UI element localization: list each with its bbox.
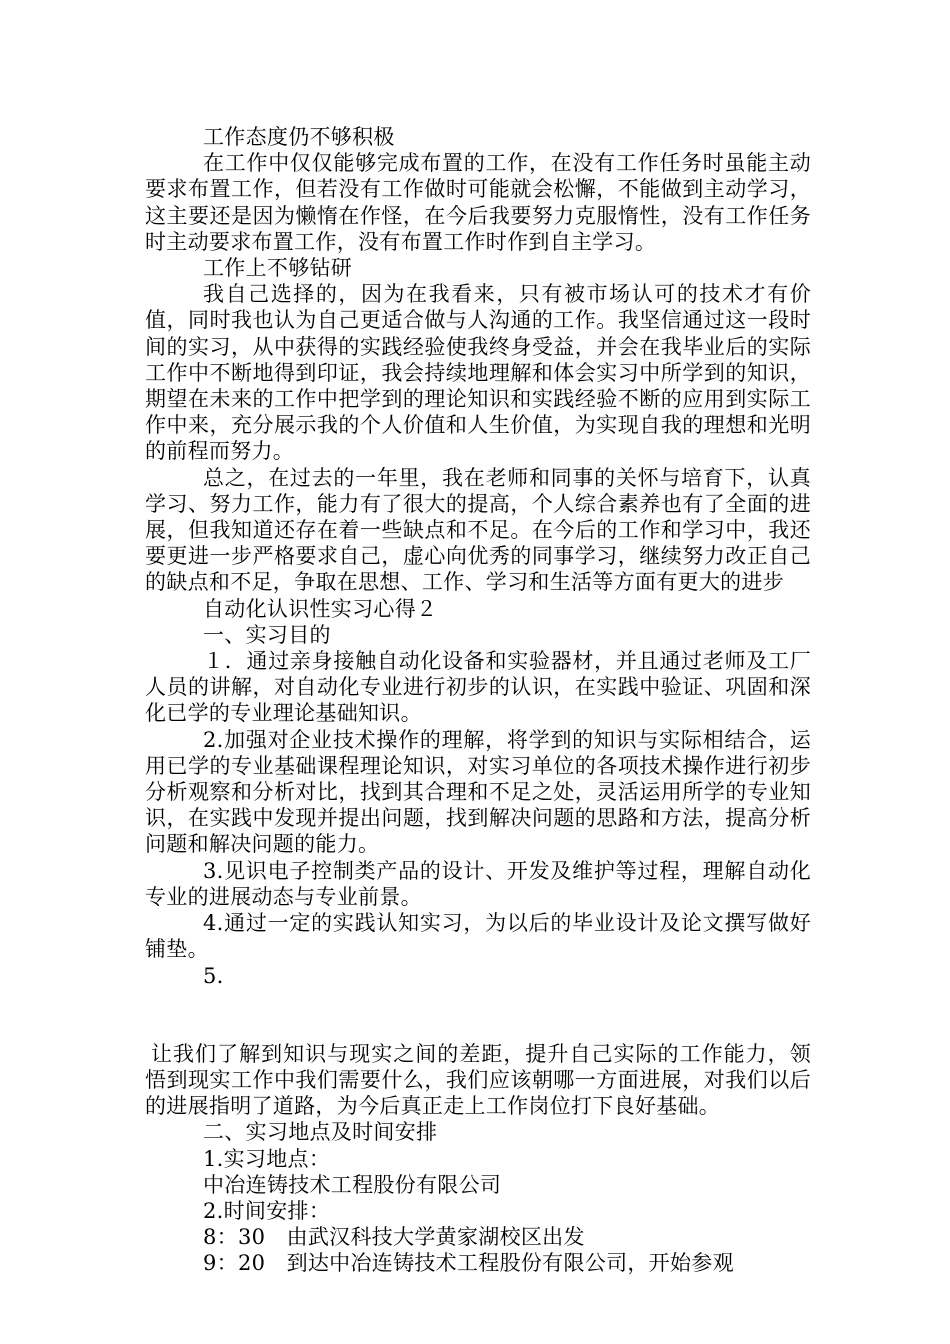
list-item: 2.加强对企业技术操作的理解，将学到的知识与实际相结合，运用已学的专业基础课程理论知识，对实习单位的各项技术操作进行初步分析观察和分析对比，找到其合理和不足之处，灵活运用所学的专业知识，在实践中发现并提出问题，找到解决问题的思路和方法，提高分析问题和解决问题的能力。 xyxy=(145,727,811,857)
section-heading: 工作态度仍不够积极 xyxy=(203,125,395,149)
list-item: １．通过亲身接触自动化设备和实验器材，并且通过老师及工厂人员的讲解，对自动化专业进行初步的认识，在实践中验证、巩固和深化已学的专业理论基础知识。 xyxy=(145,649,811,726)
section-heading: 工作上不够钻研 xyxy=(203,256,353,281)
list-item: 2.时间安排： xyxy=(203,1198,331,1223)
list-item: 3.见识电子控制类产品的设计、开发及维护等过程，理解自动化专业的进展动态与专业前景。 xyxy=(145,858,811,909)
schedule-item: 9：20 到达中冶连铸技术工程股份有限公司，开始参观 xyxy=(203,1251,734,1276)
list-item: 4.通过一定的实践认知实习，为以后的毕业设计及论文撰写做好铺垫。 xyxy=(145,911,811,962)
section-heading: 二、实习地点及时间安排 xyxy=(203,1120,438,1145)
list-item: 5. xyxy=(203,963,224,988)
list-item: 1.实习地点： xyxy=(203,1146,331,1171)
section-heading: 一、实习目的 xyxy=(203,622,331,647)
body-paragraph: 让我们了解到知识与现实之间的差距，提升自己实际的工作能力，领悟到现实工作中我们需要什么，我们应该朝哪一方面进展，对我们以后的进展指明了道路，为今后真正走上工作岗位打下良好基础。 xyxy=(145,1041,811,1119)
location-text: 中冶连铸技术工程股份有限公司 xyxy=(203,1172,502,1197)
document-page xyxy=(145,124,811,1277)
body-paragraph: 我自己选择的，因为在我看来，只有被市场认可的技术才有价值，同时我也认为自己更适合做与人沟通的工作。我坚信通过这一段时间的实习，从中获得的实践经验使我终身受益，并会在我毕业后的实际工作中不断地得到印证，我会持续地理解和体会实习中所学到的知识，期望在未来的工作中把学到的理论知识和实践经验不断的应用到实际工作中来，充分展示我的个人价值和人生价值，为实现自我的理想和光明的前程而努力。 xyxy=(145,282,811,464)
schedule-item: 8：30 由武汉科技大学黄家湖校区出发 xyxy=(203,1225,585,1250)
blank-space xyxy=(145,989,811,1041)
body-paragraph: 在工作中仅仅能够完成布置的工作，在没有工作任务时虽能主动要求布置工作，但若没有工作做时可能就会松懈，不能做到主动学习，这主要还是因为懒惰在作怪，在今后我要努力克服惰性，没有工作任务时主动要求布置工作，没有布置工作时作到自主学习。 xyxy=(145,151,811,254)
document-title: 自动化认识性实习心得２ xyxy=(203,596,438,621)
body-paragraph: 总之，在过去的一年里，我在老师和同事的关怀与培育下，认真学习、努力工作，能力有了很大的提高，个人综合素养也有了全面的进展，但我知道还存在着一些缺点和不足。在今后的工作和学习中，我还要更进一步严格要求自己，虚心向优秀的同事学习，继续努力改正自己的缺点和不足，争取在思想、工作、学习和生活等方面有更大的进步 xyxy=(145,465,811,595)
